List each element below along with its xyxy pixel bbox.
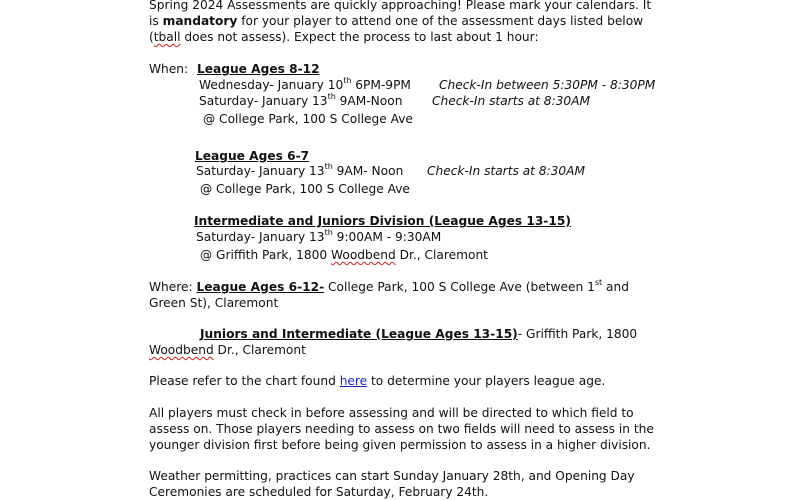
schedule-date: Saturday- January 13 [199, 94, 328, 108]
checkin-text: Check-In between 5:30PM - 8:30PM [439, 78, 656, 92]
location-text: @ College Park, 100 S College Ave [200, 182, 410, 196]
schedule-row [196, 163, 403, 179]
here-link[interactable]: here [339, 374, 368, 388]
where-line-1 [149, 279, 629, 295]
weather-paragraph-line [149, 484, 488, 500]
schedule-date: Saturday- January 13 [196, 164, 325, 178]
schedule-time: 9:00AM - 9:30AM [332, 230, 442, 244]
checkin-text: Check-In starts at 8:30AM [427, 164, 586, 178]
chart-reference-text: to determine your players league age. [367, 374, 606, 388]
ordinal-suffix: st [594, 277, 603, 287]
where-text: Green St), Claremont [149, 296, 279, 310]
chart-reference-line [149, 373, 605, 389]
checkin-note [432, 93, 590, 109]
checkin-note [439, 77, 655, 93]
paragraph-text: assess on. Those players needing to assess on two fields will need to assess in the [149, 422, 654, 436]
paragraph-text: All players must check in before assessing and will be directed to which field to [149, 406, 634, 420]
where-line-2 [149, 295, 278, 311]
intro-text: Spring 2024 Assessments are quickly approaching! Please mark your calendars. It [149, 0, 652, 12]
where-text: and [602, 280, 629, 294]
paragraph-text: Ceremonies are scheduled for Saturday, February 24th. [149, 485, 489, 499]
location-line [200, 181, 410, 197]
checkin-paragraph-line [149, 421, 654, 437]
ordinal-suffix: th [327, 91, 336, 101]
spellcheck-word: tball [153, 30, 181, 44]
schedule-time: 9AM- Noon [332, 164, 404, 178]
location-line [200, 247, 488, 263]
spellcheck-word: Woodbend [149, 343, 214, 357]
paragraph-text: Weather permitting, practices can start Sunday January 28th, and Opening Day [149, 469, 635, 483]
where-text: College Park, 100 S College Ave (between 1 [324, 280, 595, 294]
intro-line-1 [149, 0, 651, 13]
intro-text: ( [149, 30, 154, 44]
checkin-note [427, 163, 585, 179]
checkin-text: Check-In starts at 8:30AM [432, 94, 591, 108]
location-text: Dr., Claremont [395, 248, 488, 262]
location-line [203, 111, 413, 127]
heading-text: League Ages 6-7 [195, 149, 310, 163]
intro-text: does not assess). Expect the process to last about 1 hour: [180, 30, 539, 44]
chart-reference-text: Please refer to the chart found [149, 374, 340, 388]
schedule-row [196, 229, 441, 245]
spellcheck-word: Woodbend [331, 248, 396, 262]
weather-paragraph-line [149, 468, 635, 484]
intro-text: is [149, 14, 163, 28]
paragraph-text: younger division first before being given permission to assess in a higher division. [149, 438, 651, 452]
intro-line-3 [149, 29, 539, 45]
mandatory-emphasis: mandatory [162, 14, 238, 28]
where-label: Where: [149, 280, 197, 294]
schedule-date: Saturday- January 13 [196, 230, 325, 244]
when-label [149, 61, 188, 77]
where-text: Dr., Claremont [213, 343, 306, 357]
location-text: @ Griffith Park, 1800 [200, 248, 332, 262]
where-line-4 [149, 342, 306, 358]
schedule-time: 9AM-Noon [335, 94, 403, 108]
where-text: - Griffith Park, 1800 [517, 327, 638, 341]
where-heading-ages-6-12: League Ages 6-12- [196, 280, 325, 294]
where-heading-ages-13-15: Juniors and Intermediate (League Ages 13-15) [200, 327, 518, 341]
checkin-paragraph-line [149, 437, 651, 453]
schedule-row [199, 77, 411, 93]
when-label-text: When: [149, 62, 189, 76]
schedule-date: Wednesday- January 10 [199, 78, 344, 92]
ordinal-suffix: th [324, 161, 333, 171]
location-text: @ College Park, 100 S College Ave [203, 112, 413, 126]
intro-line-2 [149, 13, 643, 29]
schedule-row [199, 93, 402, 109]
heading-text: League Ages 8-12 [197, 62, 320, 76]
ordinal-suffix: th [324, 227, 333, 237]
section-heading-ages-8-12 [197, 61, 320, 77]
section-heading-ages-13-15 [194, 213, 571, 229]
heading-text: Intermediate and Juniors Division (League Ages 13-15) [194, 214, 571, 228]
section-heading-ages-6-7 [195, 148, 309, 164]
schedule-time: 6PM-9PM [351, 78, 411, 92]
where-line-3 [200, 326, 637, 342]
checkin-paragraph-line [149, 405, 634, 421]
ordinal-suffix: th [343, 75, 352, 85]
intro-text: for your player to attend one of the assessment days listed below [237, 14, 644, 28]
